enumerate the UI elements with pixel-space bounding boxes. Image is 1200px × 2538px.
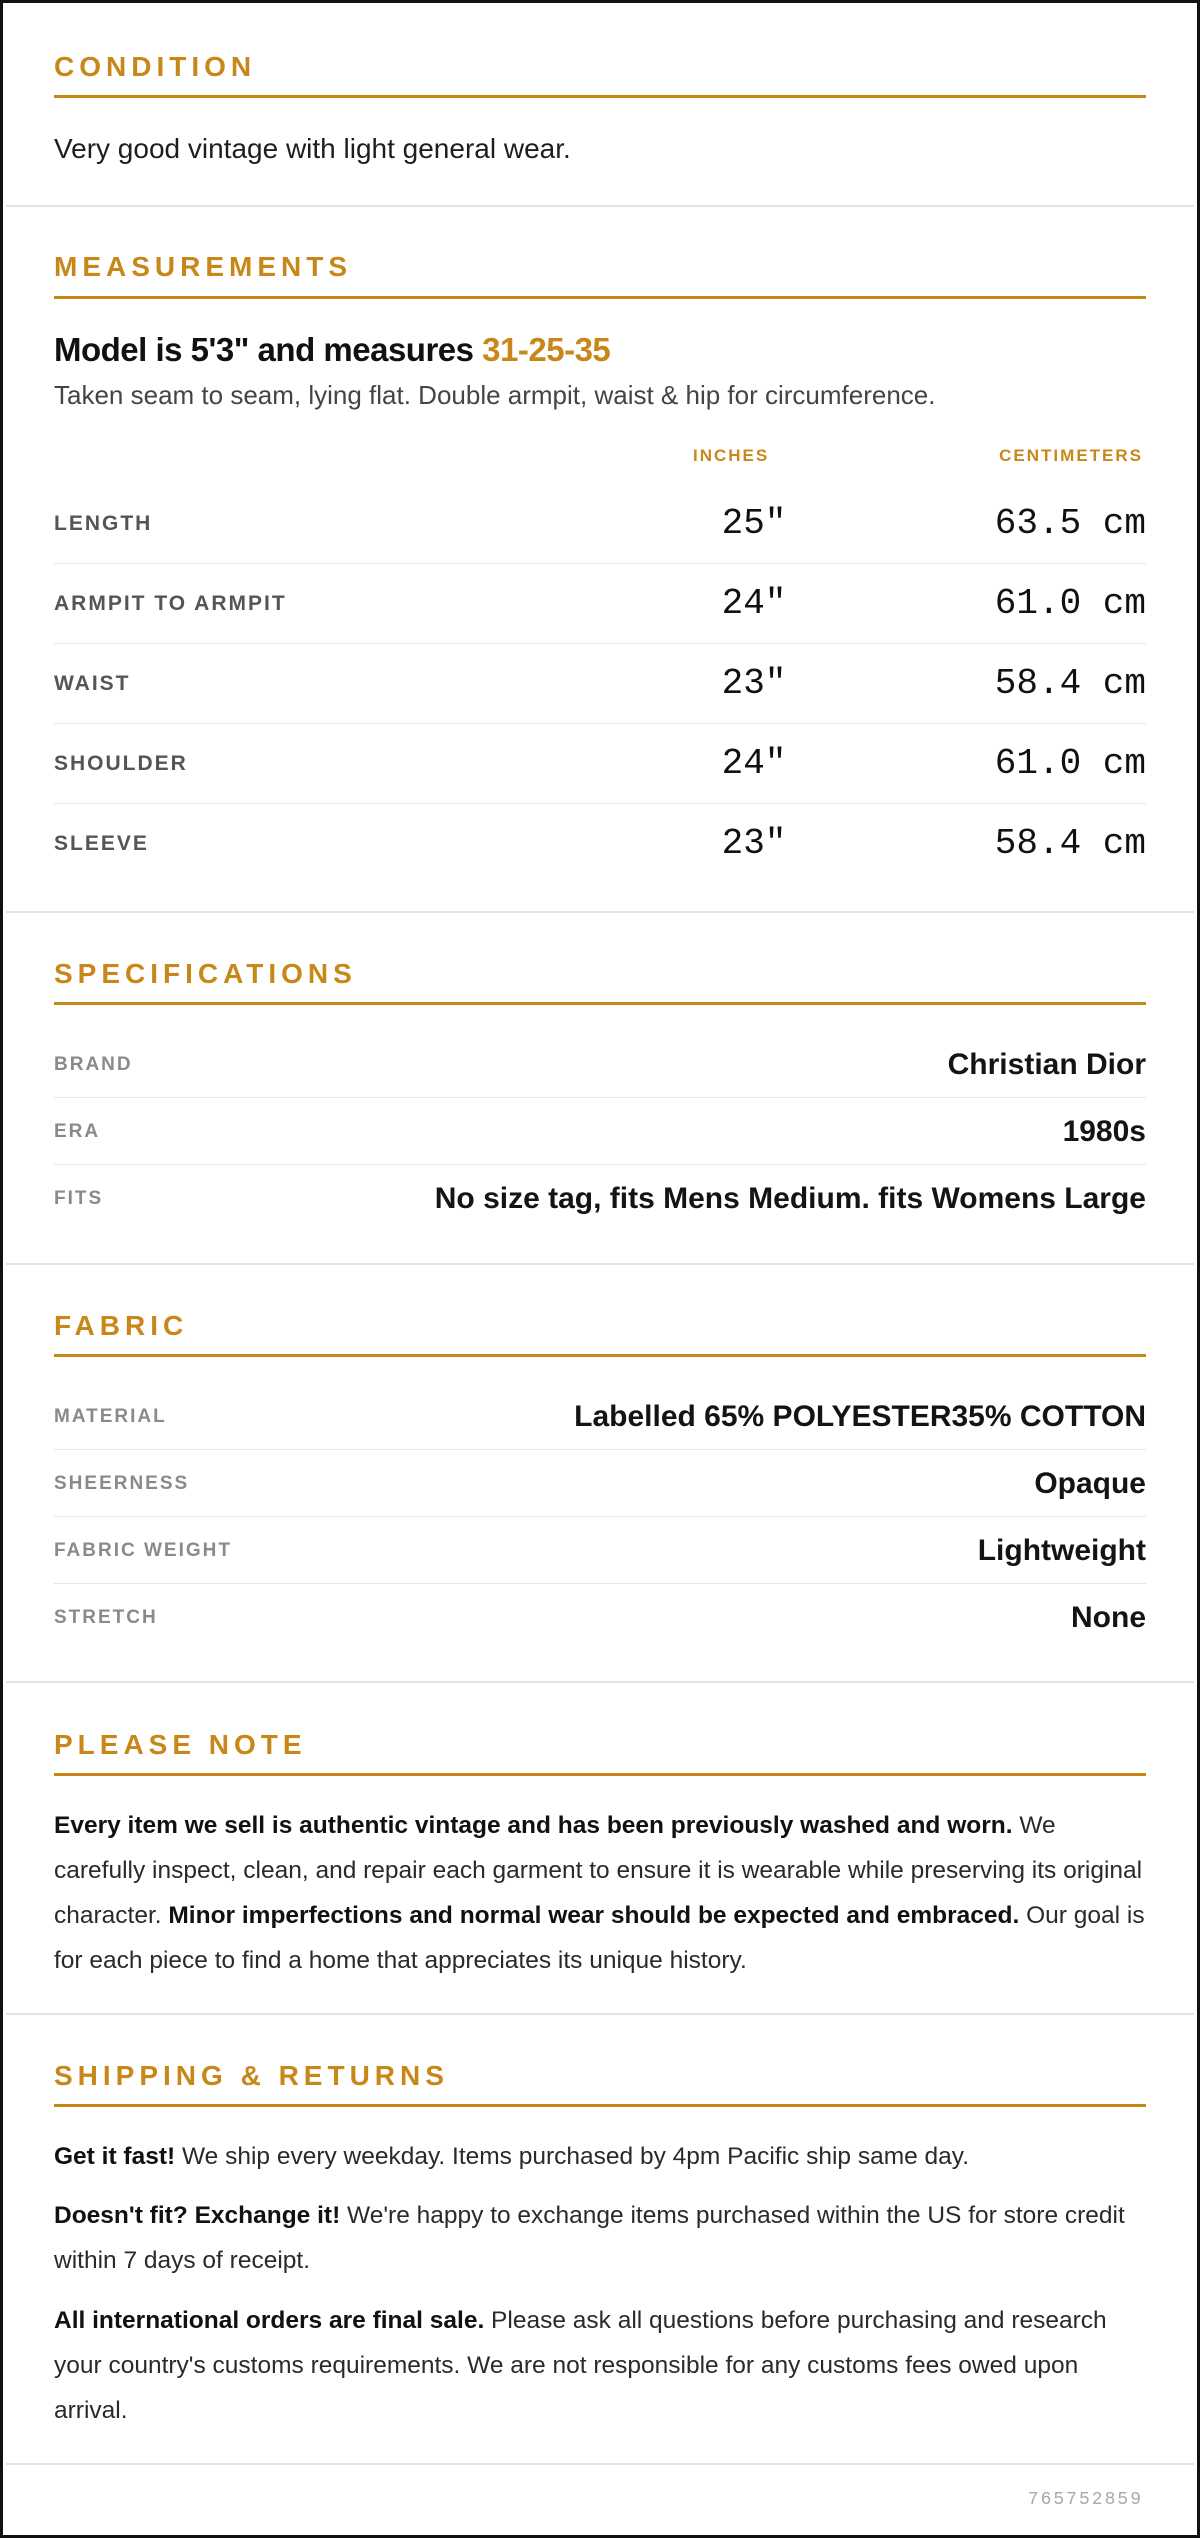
fabric-row-material [54,1383,1146,1450]
please-note-heading: PLEASE NOTE [54,1729,307,1760]
measurement-centimeters: 63.5 cm [994,503,1146,544]
fabric-row-stretch [54,1584,1146,1651]
measurement-label: SHOULDER [54,752,188,775]
shipping-p3-text: Please ask all questions before purchasing and research your country's customs requirements. We are not responsible for any customs fees owed upon arrival. [54,2307,1107,2424]
please-note-text-1: We carefully inspect, clean, and repair each garment to ensure it is wearable while preserving its original character. [54,1812,1143,1929]
measurement-inches: 24" [721,583,787,624]
spec-value: Christian Dior [947,1048,1146,1081]
measurement-centimeters: 61.0 cm [994,583,1146,624]
fabric-row-fabric-weight [54,1517,1146,1584]
measurement-inches: 24" [721,743,787,784]
measurement-label: ARMPIT TO ARMPIT [54,592,287,615]
fabric-label: FABRIC WEIGHT [54,1540,232,1561]
condition-section [6,3,1194,207]
measurements-heading: MEASUREMENTS [54,251,353,282]
spec-row-era [54,1098,1146,1165]
condition-text: Very good vintage with light general wear. [54,133,571,164]
measurement-inches: 23" [721,663,787,704]
fabric-row-sheerness [54,1450,1146,1517]
shipping-p1-bold: Get it fast! [54,2143,176,2170]
product-sku: 765752859 [1027,2490,1143,2510]
measurement-row-length [54,484,1146,564]
measurement-centimeters: 61.0 cm [994,743,1146,784]
fabric-value: Lightweight [977,1534,1146,1567]
measurement-row-shoulder [54,724,1146,804]
fabric-rule [54,1354,1146,1357]
fabric-heading: FABRIC [54,1310,189,1341]
fabric-label: STRETCH [54,1607,158,1628]
please-note-rule [54,1773,1146,1776]
measurement-note: Taken seam to seam, lying flat. Double armpit, waist & hip for circumference. [54,380,936,410]
shipping-paragraph-3 [54,2298,1146,2433]
measurement-centimeters: 58.4 cm [994,663,1146,704]
condition-heading: CONDITION [54,51,257,82]
model-info [54,331,1146,369]
measurement-label: WAIST [54,672,131,695]
fabric-label: MATERIAL [54,1406,167,1427]
fabric-value: None [1071,1601,1146,1634]
column-header-inches: INCHES [693,446,770,465]
shipping-p2-text: We're happy to exchange items purchased within the US for store credit within 7 days of receipt. [54,2202,1125,2274]
spec-label: FITS [54,1188,104,1209]
measurement-row-waist [54,644,1146,724]
condition-rule [54,95,1146,98]
spec-value: No size tag, fits Mens Medium. fits Womens Large [434,1182,1146,1215]
measurement-inches: 25" [721,503,787,544]
column-header-centimeters: CENTIMETERS [999,446,1143,465]
please-note-text-2: Our goal is for each piece to find a home that appreciates its unique history. [54,1902,1145,1974]
fabric-value: Labelled 65% POLYESTER35% COTTON [574,1400,1146,1433]
fabric-label: SHEERNESS [54,1473,190,1494]
please-note-bold-2: Minor imperfections and normal wear should be expected and embraced. [168,1902,1020,1929]
measurement-inches: 23" [721,823,787,864]
fabric-value: Opaque [1034,1467,1146,1500]
shipping-rule [54,2104,1146,2107]
spec-row-fits [54,1165,1146,1232]
shipping-p1-text: We ship every weekday. Items purchased by 4pm Pacific ship same day. [175,2143,970,2170]
model-info-prefix: Model is 5'3" and measures [54,331,483,368]
specifications-heading: SPECIFICATIONS [54,958,357,989]
spec-row-brand [54,1031,1146,1098]
please-note-bold-1: Every item we sell is authentic vintage and has been previously washed and worn. [54,1812,1013,1839]
model-measures: 31-25-35 [482,331,611,368]
measurement-centimeters: 58.4 cm [994,823,1146,864]
shipping-paragraph-1 [54,2134,1146,2179]
measurement-label: SLEEVE [54,832,149,855]
spec-label: ERA [54,1121,101,1142]
shipping-heading: SHIPPING & RETURNS [54,2060,449,2091]
please-note-text [54,1803,1146,1983]
measurement-row-armpit-to-armpit [54,564,1146,644]
spec-label: BRAND [54,1054,133,1075]
measurements-rule [54,296,1146,299]
shipping-paragraph-2 [54,2193,1146,2283]
measurement-row-sleeve [54,804,1146,884]
specifications-rule [54,1002,1146,1005]
measurement-label: LENGTH [54,512,153,535]
shipping-p2-bold: Doesn't fit? Exchange it! [54,2202,341,2229]
shipping-p3-bold: All international orders are final sale. [54,2307,485,2334]
spec-value: 1980s [1062,1115,1146,1148]
